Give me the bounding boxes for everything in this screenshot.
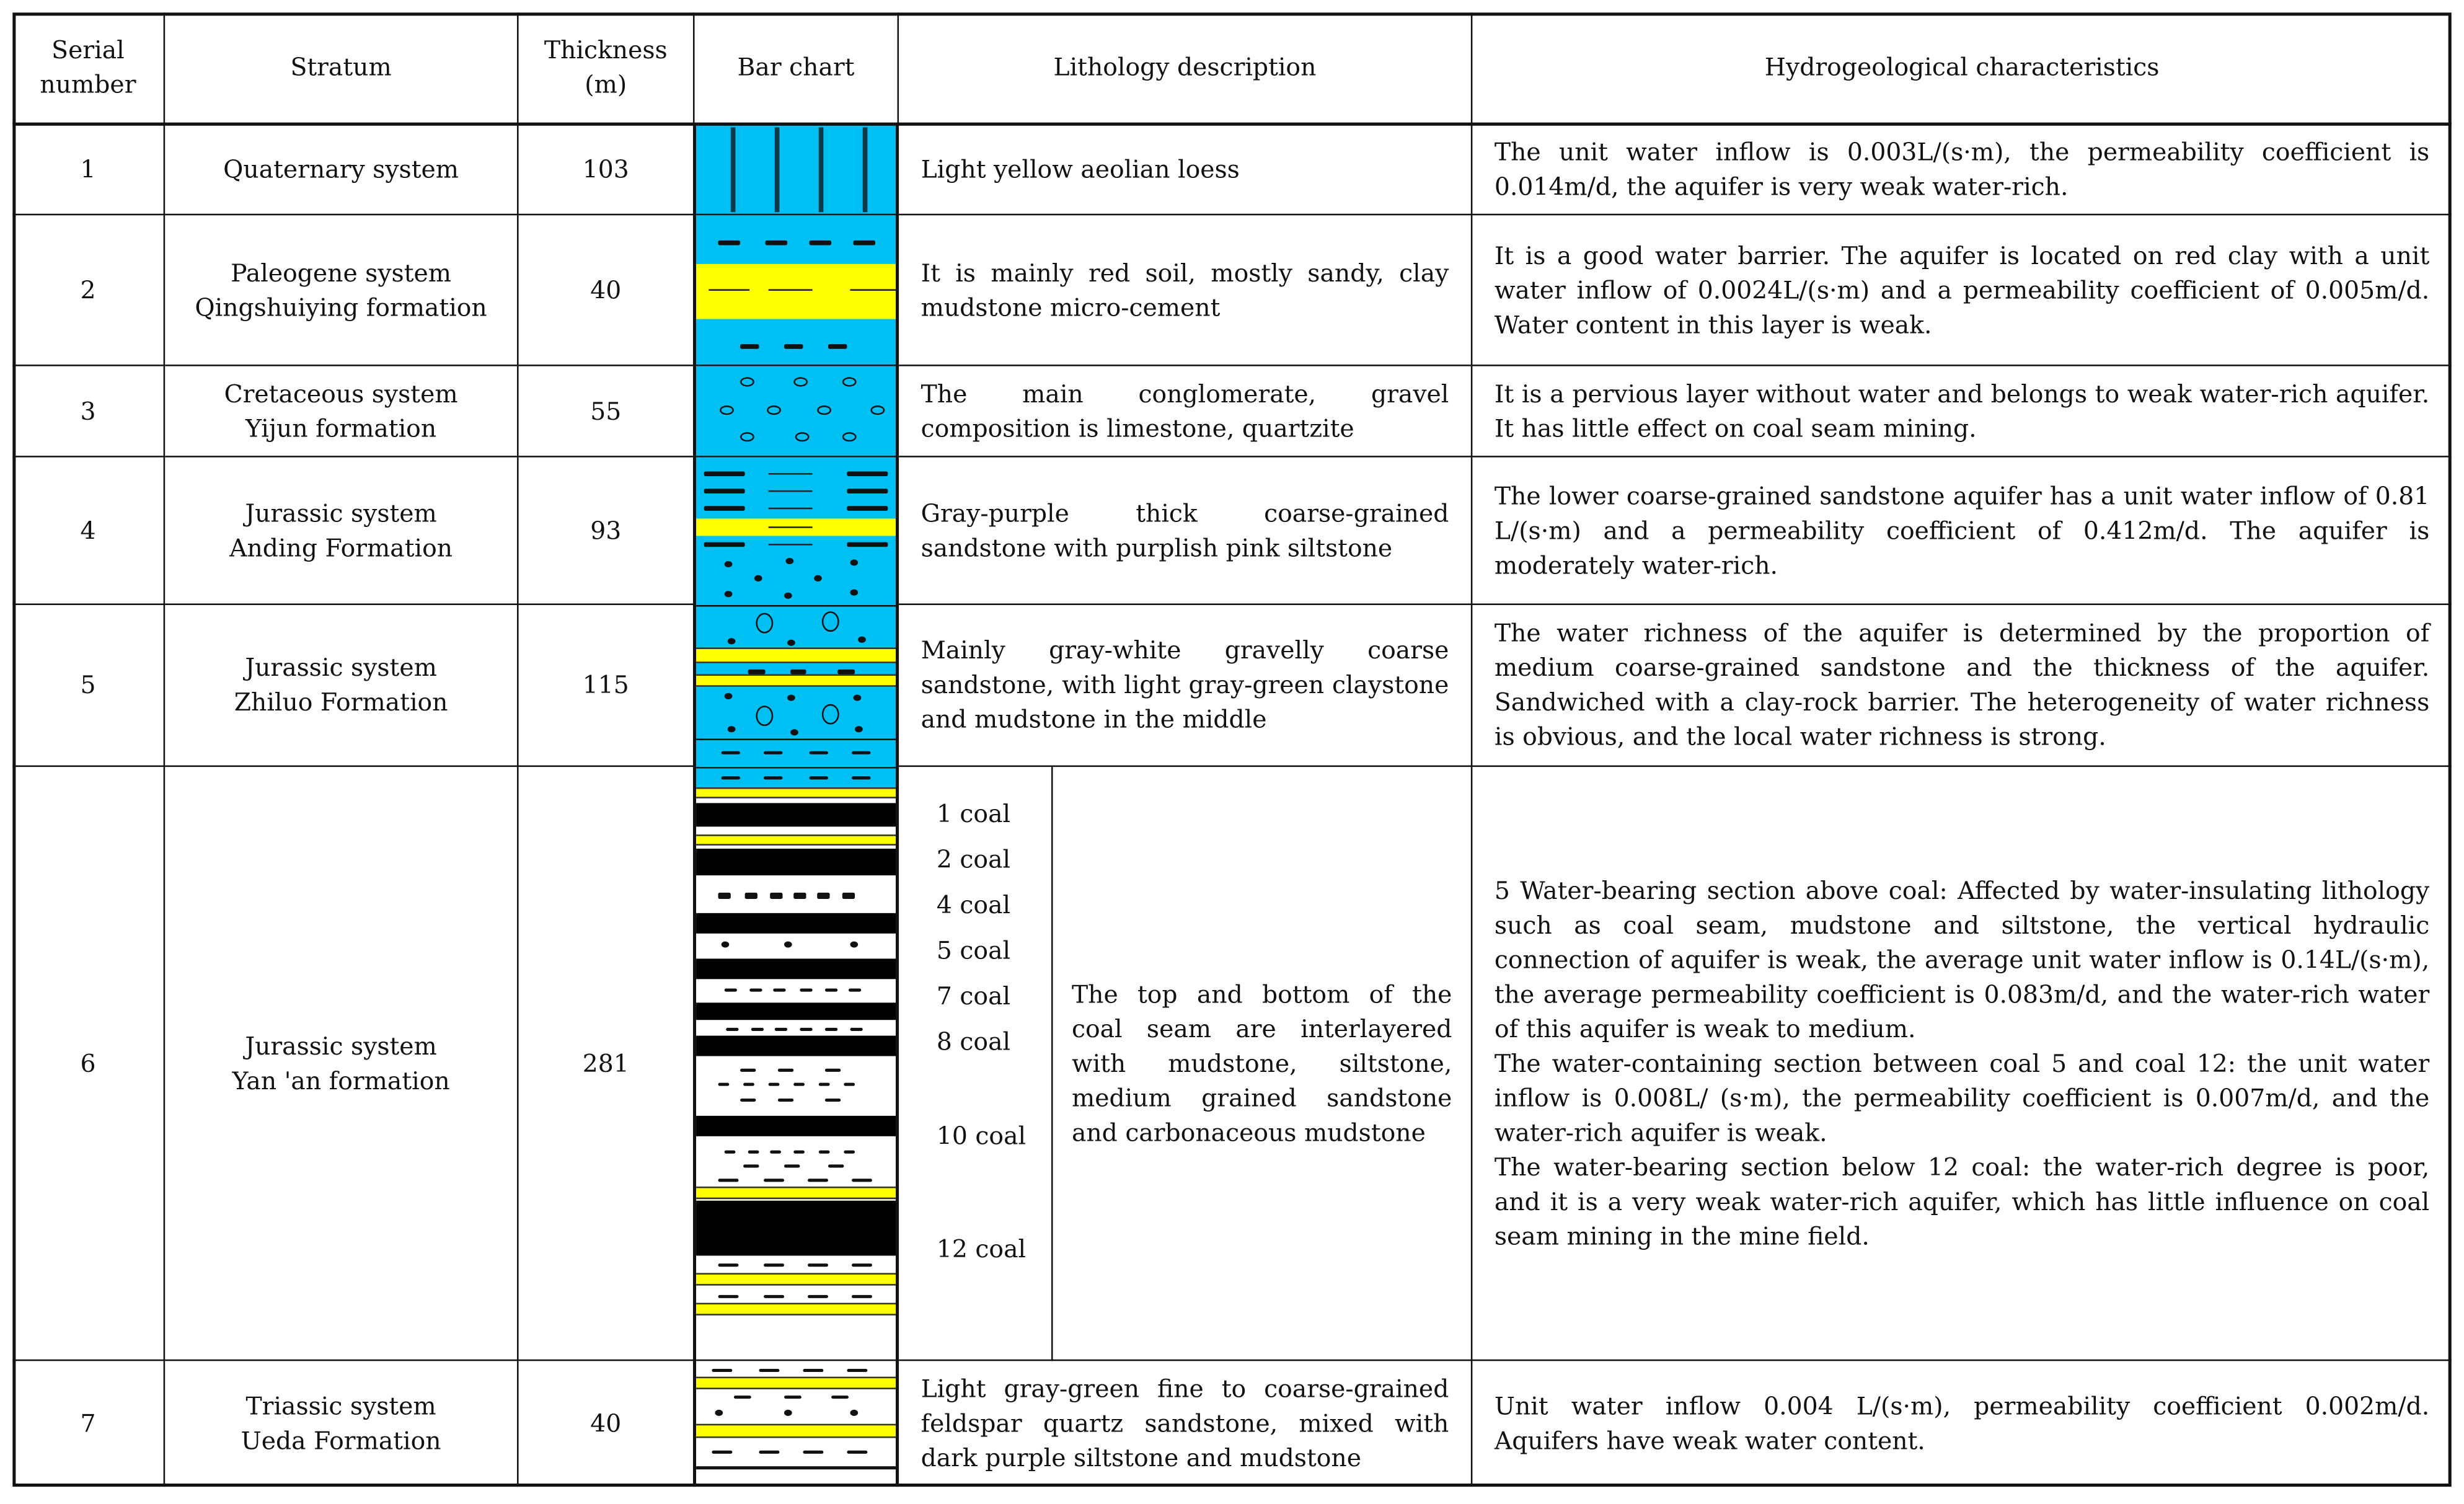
header-serial-line1: Serial <box>51 36 125 64</box>
stratum-formation: Ueda Formation <box>241 1427 441 1456</box>
row-6-thickness <box>519 767 695 1361</box>
hydro-text-above-coal-5: 5 Water-bearing section above coal: Affected by water-insulating lithology such as coal seam, mudstone and siltstone, the vertical hydraulic connection of aquifer is weak, the average unit water inflow is 0.14L/(s·m), the average permeability coefficient is 0.083m/d, and the water-rich water of this aquifer is weak to medium. <box>1494 876 2430 1043</box>
row-5-stratum <box>165 605 518 767</box>
coal-seam-5 <box>696 958 896 979</box>
lithology-text: Light gray-green fine to coarse-grained feldspar quartz sandstone, mixed with dark purple siltstone and mudstone <box>921 1375 1449 1473</box>
row-3-thickness <box>519 366 695 458</box>
row-2-serial <box>12 215 165 366</box>
row-6-serial <box>12 767 165 1361</box>
row-4-hydro <box>1472 458 2451 605</box>
coal-seam-1 <box>696 803 896 826</box>
hydro-text-coal-5-to-12: The water-containing section between coal 5 and coal 12: the unit water inflow is 0.008L/ (s·m), the permeability coefficient is 0.007m/d, and the water-rich aquifer is weak. <box>1494 1049 2430 1147</box>
row-2-stratum <box>165 215 518 366</box>
header-hydro-label: Hydrogeological characteristics <box>1764 53 2160 82</box>
row-7-serial <box>12 1361 165 1487</box>
coal-seam-label: 7 coal <box>936 982 1011 1011</box>
header-lithology <box>899 12 1472 124</box>
stratum-formation: Yan 'an formation <box>232 1066 450 1095</box>
lithology-text: It is mainly red soil, mostly sandy, clay mudstone micro-cement <box>921 259 1449 322</box>
hydro-text: It is a good water barrier. The aquifer is located on red clay with a unit water inflow of 0.0024L/(s·m) and a permeability coefficient of 0.005m/d. Water content in this layer is weak. <box>1494 241 2430 339</box>
row-6-lithology <box>1053 767 1473 1361</box>
hydro-text: Unit water inflow 0.004 L/(s·m), permeability coefficient 0.002m/d. Aquifers have weak water content. <box>1494 1392 2430 1456</box>
row-2-thickness <box>519 215 695 366</box>
coal-seam-label: 1 coal <box>936 800 1011 828</box>
header-thickness-line1: Thickness <box>544 36 668 64</box>
row-5-hydro <box>1472 605 2451 767</box>
lithology-text: The top and bottom of the coal seam are interlayered with mudstone, siltstone, medium grained sandstone and carbonaceous mudstone <box>1071 980 1452 1147</box>
row-6-stratum <box>165 767 518 1361</box>
layer-feldspar-quartz-sandstone <box>696 1361 896 1487</box>
row-6-hydro <box>1472 767 2451 1361</box>
serial-value: 2 <box>80 275 96 304</box>
header-serial-line2: number <box>40 71 136 99</box>
row-4-stratum <box>165 458 518 605</box>
header-lithology-label: Lithology description <box>1053 53 1317 82</box>
hydro-text: It is a pervious layer without water and belongs to weak water-rich aquifer. It has little effect on coal seam mining. <box>1494 379 2430 443</box>
serial-value: 6 <box>80 1049 96 1077</box>
coal-seam-label: 12 coal <box>936 1235 1027 1264</box>
row-4-serial <box>12 458 165 605</box>
hydrogeology-table <box>12 12 2451 1487</box>
stratum-system: Quaternary system <box>223 154 459 184</box>
thickness-value: 103 <box>582 154 629 184</box>
stratum-system: Paleogene system <box>231 259 452 287</box>
header-stratum-label: Stratum <box>290 53 392 82</box>
row-1-lithology <box>899 124 1472 215</box>
header-serial-number <box>12 12 165 124</box>
row-7-hydro <box>1472 1361 2451 1487</box>
thickness-value: 93 <box>590 516 622 545</box>
row-1-serial <box>12 124 165 215</box>
header-thickness <box>519 12 695 124</box>
stratum-system: Triassic system <box>245 1392 436 1421</box>
coal-seam-label: 4 coal <box>936 891 1011 919</box>
stratum-system: Jurassic system <box>245 1032 437 1060</box>
row-3-stratum <box>165 366 518 458</box>
row-1-stratum <box>165 124 518 215</box>
coal-seam-8 <box>696 1036 896 1056</box>
layer-loess <box>696 124 896 215</box>
layer-conglomerate <box>696 366 896 458</box>
coal-seam-label: 8 coal <box>936 1027 1011 1056</box>
coal-seam-label: 5 coal <box>936 936 1011 965</box>
layer-red-clay <box>696 215 896 366</box>
hydro-text: The lower coarse-grained sandstone aquifer has a unit water inflow of 0.81 L/(s·m) and a permeability coefficient of 0.412m/d. The aquifer is moderately water-rich. <box>1494 481 2430 580</box>
coal-seam-4 <box>696 913 896 934</box>
row-1-hydro <box>1472 124 2451 215</box>
header-bar-chart <box>695 12 899 124</box>
thickness-value: 281 <box>582 1049 629 1077</box>
row-4-thickness <box>519 458 695 605</box>
stratum-formation: Zhiluo Formation <box>234 688 448 717</box>
thickness-value: 115 <box>582 671 629 700</box>
hydro-text-below-coal-12: The water-bearing section below 12 coal: the water-rich degree is poor, and it is a very weak water-rich aquifer, which has little influence on coal seam mining in the mine field. <box>1494 1152 2430 1250</box>
coal-seam-label: 10 coal <box>936 1121 1027 1151</box>
layer-coarse-sandstone <box>696 458 896 605</box>
row-5-thickness <box>519 605 695 767</box>
row-5-serial <box>12 605 165 767</box>
coal-seam-label: 2 coal <box>936 845 1011 874</box>
row-7-lithology <box>899 1361 1472 1487</box>
coal-seam-10 <box>696 1116 896 1136</box>
stratum-system: Jurassic system <box>245 653 437 683</box>
header-stratum <box>165 12 518 124</box>
coal-seam-7 <box>696 1002 896 1020</box>
serial-value: 1 <box>80 154 96 184</box>
hydro-text: The unit water inflow is 0.003L/(s·m), the permeability coefficient is 0.014m/d, the aquifer is very weak water-rich. <box>1494 137 2430 201</box>
thickness-value: 40 <box>590 275 622 304</box>
header-hydro <box>1472 12 2451 124</box>
lithology-text: Light yellow aeolian loess <box>921 154 1240 184</box>
stratum-system: Jurassic system <box>245 498 437 528</box>
row-3-lithology <box>899 366 1472 458</box>
lithology-text: Mainly gray-white gravelly coarse sandstone, with light gray-green claystone and mudstone in the middle <box>921 636 1449 734</box>
header-thickness-line2: (m) <box>585 71 627 99</box>
header-rule <box>12 123 2451 126</box>
row-1-thickness <box>519 124 695 215</box>
stratigraphic-column <box>695 124 899 1487</box>
hydro-text: The water richness of the aquifer is determined by the proportion of medium coarse-grained sandstone and the thickness of the aquifer. Sandwiched with a clay-rock barrier. The heterogeneity of water richness is obvious, and the local water richness is strong. <box>1494 619 2430 751</box>
row-2-lithology <box>899 215 1472 366</box>
lithology-text: The main conglomerate, gravel composition is limestone, quartzite <box>921 379 1449 443</box>
row-3-hydro <box>1472 366 2451 458</box>
serial-value: 5 <box>80 671 96 700</box>
stratum-formation: Qingshuiying formation <box>195 293 487 322</box>
row-4-lithology <box>899 458 1472 605</box>
row-7-stratum <box>165 1361 518 1487</box>
thickness-value: 55 <box>590 397 622 425</box>
thickness-value: 40 <box>590 1409 622 1438</box>
row-5-lithology <box>899 605 1472 767</box>
stratum-formation: Yijun formation <box>245 414 437 443</box>
serial-value: 7 <box>80 1409 96 1438</box>
row-7-thickness <box>519 1361 695 1487</box>
stratum-system: Cretaceous system <box>224 379 458 408</box>
row-3-serial <box>12 366 165 458</box>
serial-value: 4 <box>80 516 96 545</box>
row-2-hydro <box>1472 215 2451 366</box>
coal-seam-2 <box>696 849 896 875</box>
layer-gravelly-sandstone <box>696 605 896 767</box>
coal-seam-12 <box>696 1201 896 1256</box>
lithology-text: Gray-purple thick coarse-grained sandstone with purplish pink siltstone <box>921 498 1449 562</box>
stratum-formation: Anding Formation <box>229 533 453 562</box>
serial-value: 3 <box>80 397 96 425</box>
header-bar-chart-label: Bar chart <box>737 53 855 82</box>
layer-coal-measures <box>696 767 896 1361</box>
